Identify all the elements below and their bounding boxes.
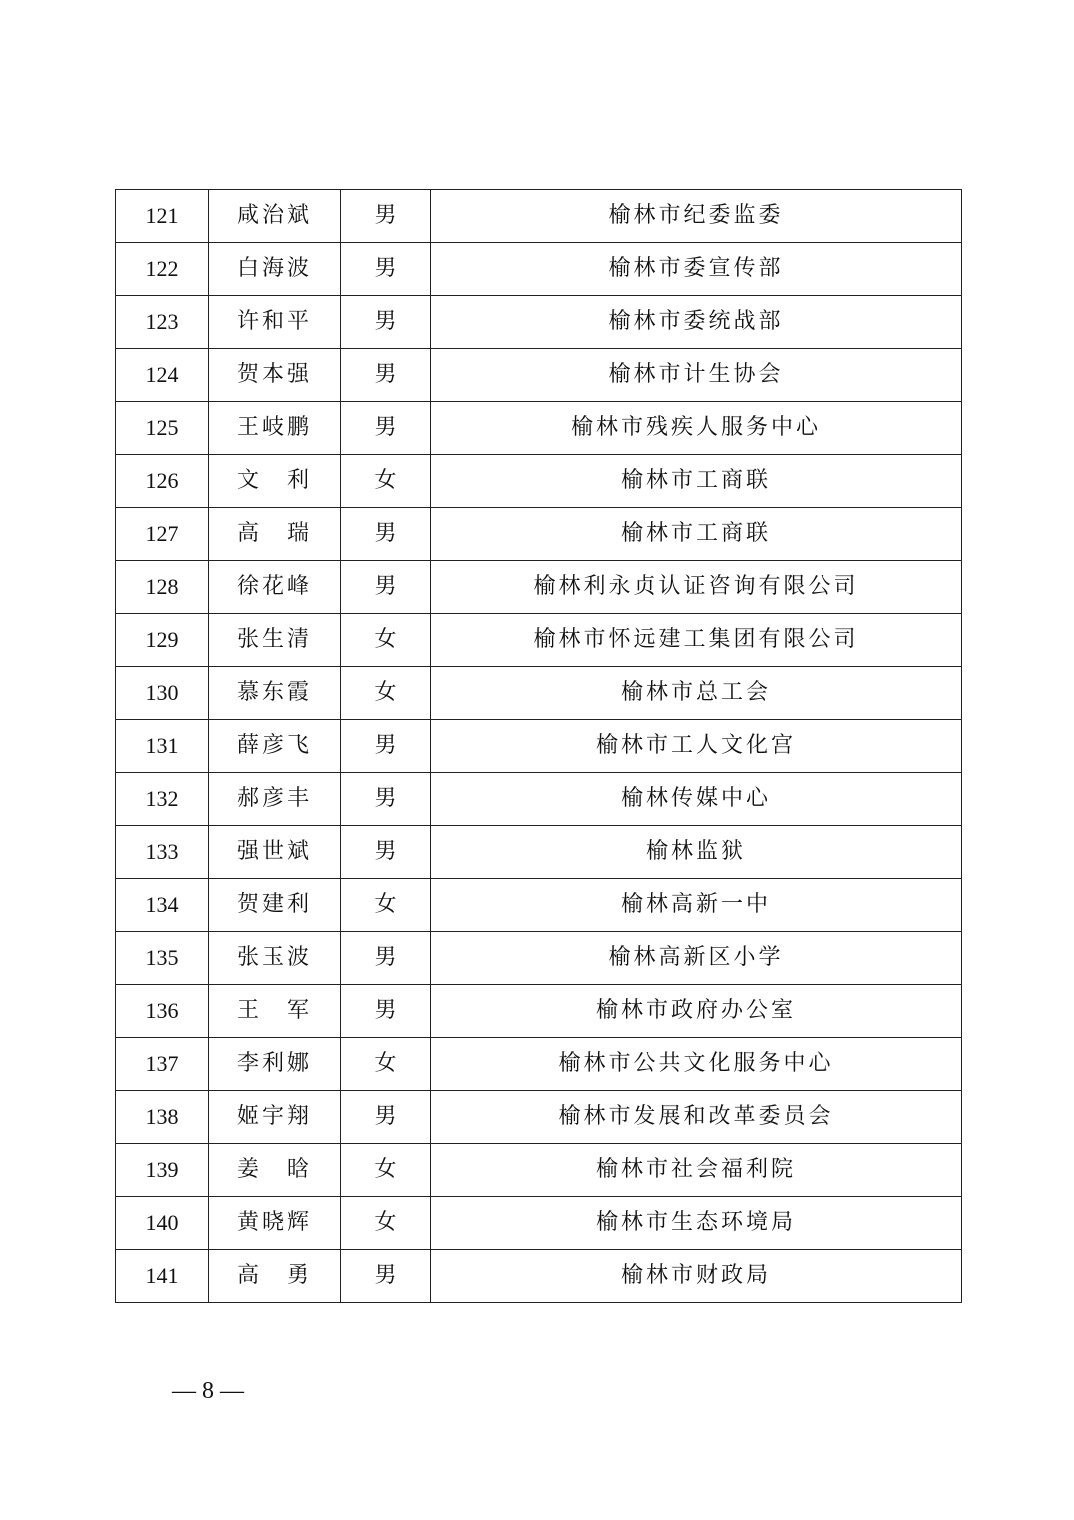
gender-cell: 男 — [341, 349, 431, 402]
row-number-cell: 139 — [116, 1144, 209, 1197]
table-row — [116, 1038, 962, 1091]
table-row — [116, 561, 962, 614]
organization-cell: 榆林市纪委监委 — [431, 190, 962, 243]
gender-cell: 男 — [341, 243, 431, 296]
row-number-cell: 131 — [116, 720, 209, 773]
gender-cell: 男 — [341, 932, 431, 985]
table-row — [116, 296, 962, 349]
organization-cell: 榆林市工人文化宫 — [431, 720, 962, 773]
row-number-cell: 137 — [116, 1038, 209, 1091]
table-row — [116, 1197, 962, 1250]
gender-cell: 男 — [341, 402, 431, 455]
table-row — [116, 1091, 962, 1144]
table-row — [116, 667, 962, 720]
organization-cell: 榆林监狱 — [431, 826, 962, 879]
gender-cell: 女 — [341, 879, 431, 932]
gender-cell: 女 — [341, 614, 431, 667]
row-number-cell: 138 — [116, 1091, 209, 1144]
row-number-cell: 130 — [116, 667, 209, 720]
name-cell: 李利娜 — [209, 1038, 341, 1091]
name-cell: 张生清 — [209, 614, 341, 667]
gender-cell: 男 — [341, 296, 431, 349]
gender-cell: 男 — [341, 773, 431, 826]
name-cell: 姜 晗 — [209, 1144, 341, 1197]
name-cell: 王岐鹏 — [209, 402, 341, 455]
gender-cell: 男 — [341, 826, 431, 879]
row-number-cell: 122 — [116, 243, 209, 296]
name-cell: 郝彦丰 — [209, 773, 341, 826]
name-cell: 高 勇 — [209, 1250, 341, 1303]
name-cell: 薛彦飞 — [209, 720, 341, 773]
organization-cell: 榆林市总工会 — [431, 667, 962, 720]
name-cell: 张玉波 — [209, 932, 341, 985]
name-cell: 强世斌 — [209, 826, 341, 879]
table-row — [116, 455, 962, 508]
roster-table — [115, 189, 962, 1303]
organization-cell: 榆林市生态环境局 — [431, 1197, 962, 1250]
row-number-cell: 124 — [116, 349, 209, 402]
organization-cell: 榆林传媒中心 — [431, 773, 962, 826]
gender-cell: 女 — [341, 1144, 431, 1197]
row-number-cell: 127 — [116, 508, 209, 561]
name-cell: 徐花峰 — [209, 561, 341, 614]
name-cell: 贺本强 — [209, 349, 341, 402]
row-number-cell: 134 — [116, 879, 209, 932]
organization-cell: 榆林市工商联 — [431, 455, 962, 508]
name-cell: 文 利 — [209, 455, 341, 508]
table-row — [116, 190, 962, 243]
gender-cell: 女 — [341, 455, 431, 508]
table-row — [116, 720, 962, 773]
organization-cell: 榆林利永贞认证咨询有限公司 — [431, 561, 962, 614]
row-number-cell: 128 — [116, 561, 209, 614]
row-number-cell: 121 — [116, 190, 209, 243]
name-cell: 高 瑞 — [209, 508, 341, 561]
table-row — [116, 349, 962, 402]
roster-table-body — [116, 190, 962, 1303]
gender-cell: 男 — [341, 1250, 431, 1303]
table-row — [116, 985, 962, 1038]
organization-cell: 榆林高新区小学 — [431, 932, 962, 985]
name-cell: 慕东霞 — [209, 667, 341, 720]
gender-cell: 男 — [341, 720, 431, 773]
gender-cell: 男 — [341, 508, 431, 561]
row-number-cell: 140 — [116, 1197, 209, 1250]
organization-cell: 榆林高新一中 — [431, 879, 962, 932]
name-cell: 咸治斌 — [209, 190, 341, 243]
organization-cell: 榆林市残疾人服务中心 — [431, 402, 962, 455]
organization-cell: 榆林市委宣传部 — [431, 243, 962, 296]
name-cell: 贺建利 — [209, 879, 341, 932]
name-cell: 王 军 — [209, 985, 341, 1038]
row-number-cell: 126 — [116, 455, 209, 508]
gender-cell: 男 — [341, 561, 431, 614]
gender-cell: 女 — [341, 1197, 431, 1250]
table-row — [116, 1144, 962, 1197]
gender-cell: 女 — [341, 1038, 431, 1091]
table-row — [116, 932, 962, 985]
row-number-cell: 129 — [116, 614, 209, 667]
row-number-cell: 136 — [116, 985, 209, 1038]
organization-cell: 榆林市计生协会 — [431, 349, 962, 402]
gender-cell: 男 — [341, 190, 431, 243]
row-number-cell: 123 — [116, 296, 209, 349]
name-cell: 白海波 — [209, 243, 341, 296]
table-row — [116, 773, 962, 826]
organization-cell: 榆林市政府办公室 — [431, 985, 962, 1038]
gender-cell: 女 — [341, 667, 431, 720]
table-row — [116, 508, 962, 561]
row-number-cell: 125 — [116, 402, 209, 455]
table-row — [116, 614, 962, 667]
organization-cell: 榆林市怀远建工集团有限公司 — [431, 614, 962, 667]
gender-cell: 男 — [341, 1091, 431, 1144]
organization-cell: 榆林市社会福利院 — [431, 1144, 962, 1197]
table-row — [116, 402, 962, 455]
organization-cell: 榆林市财政局 — [431, 1250, 962, 1303]
table-row — [116, 243, 962, 296]
table-row — [116, 879, 962, 932]
gender-cell: 男 — [341, 985, 431, 1038]
row-number-cell: 141 — [116, 1250, 209, 1303]
organization-cell: 榆林市发展和改革委员会 — [431, 1091, 962, 1144]
table-row — [116, 1250, 962, 1303]
organization-cell: 榆林市工商联 — [431, 508, 962, 561]
table-row — [116, 826, 962, 879]
name-cell: 许和平 — [209, 296, 341, 349]
organization-cell: 榆林市委统战部 — [431, 296, 962, 349]
page-number: — 8 — — [172, 1378, 244, 1404]
name-cell: 黄晓辉 — [209, 1197, 341, 1250]
row-number-cell: 133 — [116, 826, 209, 879]
row-number-cell: 132 — [116, 773, 209, 826]
name-cell: 姬宇翔 — [209, 1091, 341, 1144]
row-number-cell: 135 — [116, 932, 209, 985]
organization-cell: 榆林市公共文化服务中心 — [431, 1038, 962, 1091]
